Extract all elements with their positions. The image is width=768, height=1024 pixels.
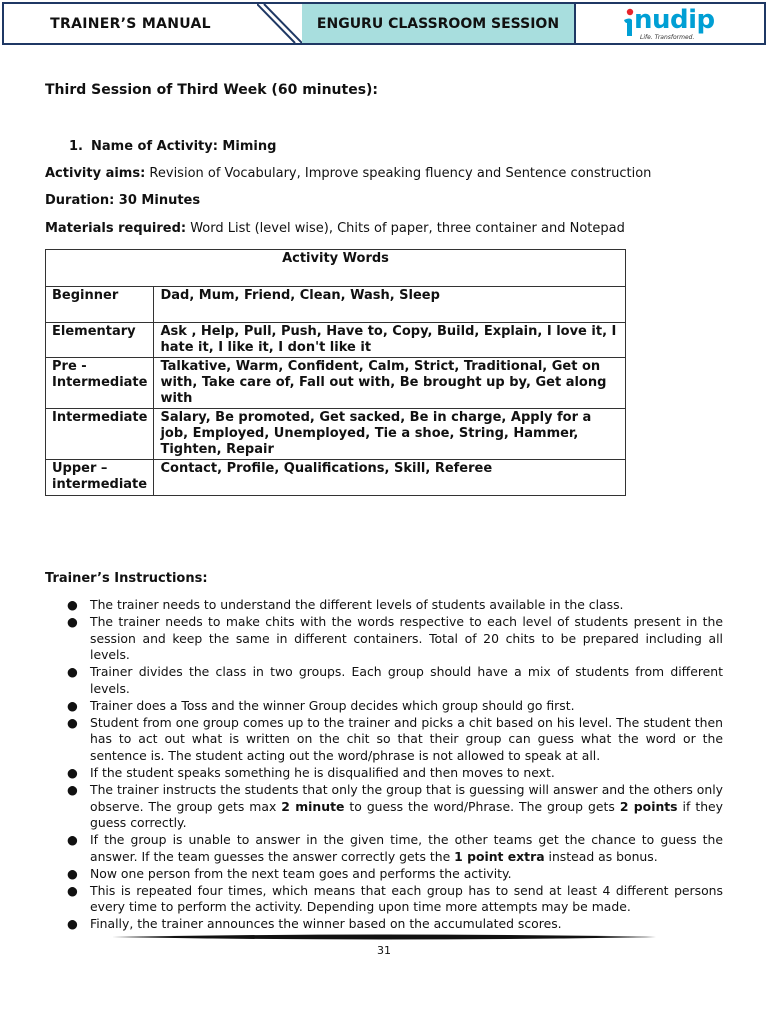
bullet-icon: ● xyxy=(67,865,78,881)
list-item xyxy=(45,866,723,883)
words-cell: Dad, Mum, Friend, Clean, Wash, Sleep xyxy=(154,287,626,323)
footer-divider xyxy=(112,932,656,942)
list-item xyxy=(45,614,723,664)
materials-label: Materials required: xyxy=(45,221,187,236)
level-cell: Intermediate xyxy=(46,409,154,460)
table-header-row xyxy=(46,250,626,287)
activity-aims xyxy=(45,166,651,181)
bullet-icon: ● xyxy=(67,613,78,629)
instruction-text: to guess the word/Phrase. The group gets xyxy=(344,798,620,814)
instruction-text: Finally, the trainer announces the winner based on the accumulated scores. xyxy=(90,916,562,932)
table-row xyxy=(46,409,626,460)
logo-wordmark: nudip xyxy=(634,5,715,35)
instruction-text: Student from one group comes up to the trainer and picks a chit based on his level. The student then has to act out what is written on the chit so that their group can guess what the word or the sentence is. The student acting out the word/phrase is not allowed to speak at all. xyxy=(90,714,723,764)
instructions-title: Trainer’s Instructions: xyxy=(45,571,208,586)
instruction-text: If the student speaks something he is disqualified and then moves to next. xyxy=(90,764,555,780)
table-row xyxy=(46,460,626,496)
instruction-text: The trainer needs to understand the different levels of students available in the class. xyxy=(90,597,624,612)
instruction-text: instead as bonus. xyxy=(544,848,658,864)
bullet-icon: ● xyxy=(67,664,78,680)
list-item xyxy=(45,664,723,698)
instruction-emphasis: 2 points xyxy=(619,798,678,814)
list-item xyxy=(45,883,723,917)
bullet-icon: ● xyxy=(67,832,78,848)
bullet-icon: ● xyxy=(67,714,78,730)
materials-required xyxy=(45,221,625,236)
level-cell: Elementary xyxy=(46,323,154,358)
instruction-text: This is repeated four times, which means that each group has to send at least 4 different persons every time to perform the activity. Depending upon time more attempts may be made. xyxy=(90,882,723,915)
header-left-title: TRAINER’S MANUAL xyxy=(4,4,257,43)
activity-aims-label: Activity aims: xyxy=(45,166,146,181)
page-number: 31 xyxy=(377,944,391,957)
list-item xyxy=(45,715,723,765)
activity-number: 1. xyxy=(69,139,83,154)
bullet-icon: ● xyxy=(67,697,78,713)
instruction-text: If the group is unable to answer in the given time, the other teams get the chance to guess the answer. If the team guesses the answer correctly gets the xyxy=(90,832,723,864)
bullet-icon: ● xyxy=(67,781,78,797)
instructions-list xyxy=(45,597,723,933)
words-cell: Contact, Profile, Qualifications, Skill, Referee xyxy=(154,460,626,496)
table-header-cell: Activity Words xyxy=(46,250,626,287)
activity-duration: Duration: 30 Minutes xyxy=(45,193,201,208)
instruction-text: The trainer instructs the students that only the group that is guessing will answer and the others only observe. The group gets max xyxy=(90,781,723,814)
level-cell: Beginner xyxy=(46,287,154,323)
instruction-text: Trainer does a Toss and the winner Group decides which group should go first. xyxy=(90,697,575,713)
bullet-icon: ● xyxy=(67,764,78,780)
instruction-text: Now one person from the next team goes and performs the activity. xyxy=(90,865,512,881)
level-cell: Upper – intermediate xyxy=(46,460,154,496)
words-cell: Ask , Help, Pull, Push, Have to, Copy, Build, Explain, I love it, I hate it, I like it, I don't like it xyxy=(154,323,626,358)
list-item xyxy=(45,782,723,832)
session-title: Third Session of Third Week (60 minutes): xyxy=(45,82,379,98)
list-item xyxy=(45,698,723,715)
bullet-icon: ● xyxy=(67,916,78,932)
activity-aims-value: Revision of Vocabulary, Improve speaking fluency and Sentence construction xyxy=(145,166,652,181)
bullet-icon: ● xyxy=(67,597,78,612)
logo-tagline: Life. Transformed. xyxy=(640,34,695,41)
instruction-text: Trainer divides the class in two groups. Each group should have a mix of students from different levels. xyxy=(90,664,723,696)
level-cell: Pre - Intermediate xyxy=(46,358,154,409)
list-item xyxy=(45,597,723,614)
table-row xyxy=(46,323,626,358)
page-header xyxy=(2,2,766,45)
table-row xyxy=(46,287,626,323)
header-center-title: ENGURU CLASSROOM SESSION xyxy=(302,4,574,43)
list-item xyxy=(45,765,723,782)
words-cell: Salary, Be promoted, Get sacked, Be in charge, Apply for a job, Employed, Unemployed, Tie a shoe, String, Hammer, Tighten, Repair xyxy=(154,409,626,460)
table-row xyxy=(46,358,626,409)
instruction-text: The trainer needs to make chits with the words respective to each level of students present in the session and keep the same in different containers. Total of 20 chits to be prepared including all levels. xyxy=(90,613,723,663)
activity-name xyxy=(69,139,276,154)
list-item xyxy=(45,832,723,866)
instruction-text: if they guess correctly. xyxy=(90,798,724,831)
instruction-emphasis: 1 point extra xyxy=(454,848,545,864)
header-diagonal-divider xyxy=(257,4,302,43)
activity-words-table xyxy=(45,249,626,496)
brand-logo xyxy=(576,4,764,43)
list-item xyxy=(45,916,723,933)
instruction-emphasis: 2 minute xyxy=(281,798,345,814)
bullet-icon: ● xyxy=(67,882,78,898)
materials-value: Word List (level wise), Chits of paper, three container and Notepad xyxy=(186,221,625,236)
activity-name-text: Name of Activity: Miming xyxy=(91,139,277,154)
words-cell: Talkative, Warm, Confident, Calm, Strict, Traditional, Get on with, Take care of, Fall out with, Be brought up by, Get along with xyxy=(154,358,626,409)
